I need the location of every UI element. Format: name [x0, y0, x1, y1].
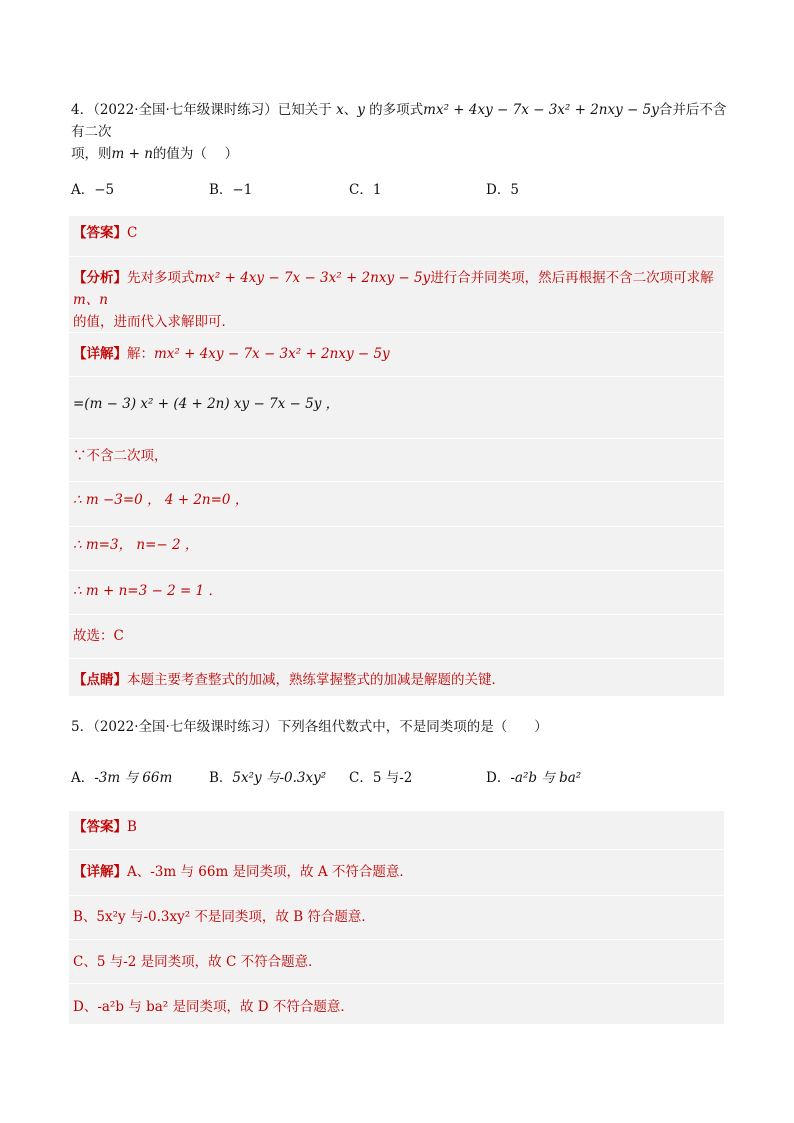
option-c[interactable]: C．1 [349, 182, 382, 198]
question-number: 5 [71, 719, 80, 735]
option-a[interactable]: A．−5 [71, 182, 115, 198]
option-b[interactable]: B．−1 [209, 182, 253, 198]
option-d[interactable]: D．5 [486, 182, 519, 198]
question-4-stem: 4．（2022·全国·七年级课时练习）已知关于 x、y 的多项式mx² + 4xy − 7x − 3x² + 2nxy − 5y合并后不含有二次 项，则m + n的值为（ ） [71, 102, 727, 162]
option-a[interactable]: A．-3m 与 66m [71, 770, 173, 786]
question-4-solution-panel: 【答案】C 【分析】先对多项式mx² + 4xy − 7x − 3x² + 2nxy − 5y进行合并同类项，然后再根据不含二次项可求解 m、n 的值，进而代入求解即可． 【详解】解：mx² + 4xy − 7x − 3x² + 2nxy − 5y =(m − 3) x² + (4 + 2n) xy − 7x − 5y ， ∵不含二次项， ∴ m −3=0 ， 4 + 2n=0 ， ∴ m=3， n=− 2 ， ∴ m + n=3 − 2 = 1 ． 故选：C 【点睛】本题主要考查整式的加减，熟练掌握整式的加减是解题的关键． [69, 216, 724, 696]
question-number: 4 [71, 102, 80, 118]
question-source: （2022·全国·七年级课时练习） [93, 719, 278, 735]
question-source: （2022·全国·七年级课时练习） [93, 102, 278, 118]
option-c[interactable]: C．5 与-2 [349, 770, 413, 786]
question-5-stem: 5．（2022·全国·七年级课时练习）下列各组代数式中，不是同类项的是（ ） [71, 719, 548, 735]
option-d[interactable]: D．-a²b 与 ba² [486, 770, 582, 786]
option-b[interactable]: B．5x²y 与-0.3xy² [209, 770, 327, 786]
polynomial: mx² + 4xy − 7x − 3x² + 2nxy − 5y [423, 102, 659, 118]
question-5-solution-panel: 【答案】B 【详解】A、-3m 与 66m 是同类项，故 A 不符合题意． B、5x²y 与-0.3xy² 不是同类项，故 B 符合题意． C、5 与-2 是同类项，故 C 不符合题意． D、-a²b 与 ba² 是同类项，故 D 不符合题意． [69, 811, 724, 1024]
